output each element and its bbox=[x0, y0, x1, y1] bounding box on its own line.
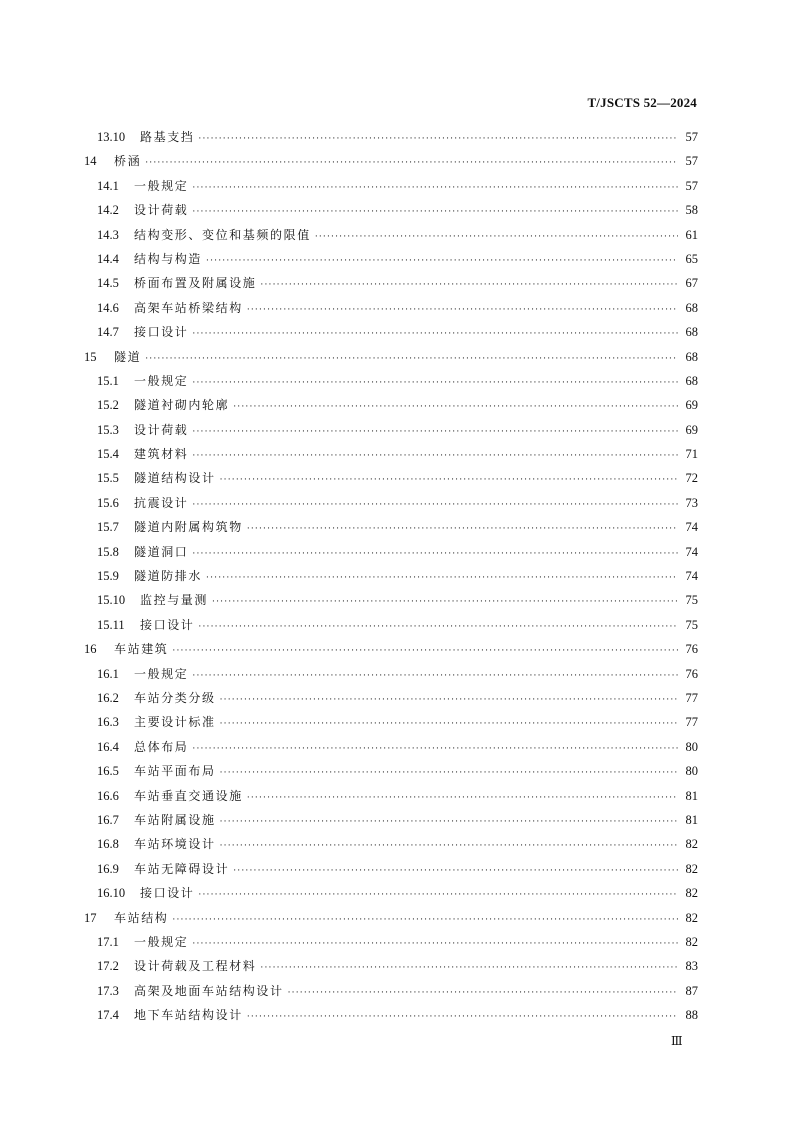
dot-leader bbox=[247, 794, 678, 803]
dot-leader bbox=[192, 379, 678, 388]
toc-entry-page: 57 bbox=[685, 130, 698, 144]
toc-entry[interactable] bbox=[84, 494, 698, 518]
toc-entry[interactable] bbox=[84, 323, 698, 347]
toc-entry-page: 74 bbox=[685, 520, 698, 535]
dot-leader bbox=[220, 720, 678, 729]
dot-leader bbox=[260, 964, 678, 973]
toc-entry[interactable] bbox=[84, 299, 698, 323]
toc-entry-number: 15.11 bbox=[97, 617, 125, 632]
toc-entry-page: 65 bbox=[685, 251, 698, 266]
toc-entry-title: 桥涵 bbox=[114, 154, 142, 169]
toc-entry-title: 建筑材料 bbox=[134, 447, 189, 462]
toc-entry-page: 76 bbox=[685, 666, 698, 681]
toc-entry-title: 车站无障碍设计 bbox=[134, 861, 230, 876]
toc-entry-number: 15.6 bbox=[97, 495, 119, 510]
toc-entry[interactable] bbox=[84, 982, 698, 1006]
toc-entry[interactable] bbox=[84, 128, 698, 152]
dot-leader bbox=[192, 550, 678, 559]
toc-entry-number: 15.8 bbox=[97, 544, 119, 559]
toc-entry[interactable] bbox=[84, 567, 698, 591]
toc-entry-title: 车站垂直交通设施 bbox=[134, 788, 243, 803]
toc-entry[interactable] bbox=[84, 884, 698, 908]
toc-entry-page: 67 bbox=[685, 276, 698, 291]
toc-entry-title: 隧道 bbox=[114, 349, 142, 364]
dot-leader bbox=[206, 257, 678, 266]
toc-entry-title: 车站平面布局 bbox=[134, 764, 216, 779]
toc-entry-number: 16.1 bbox=[97, 666, 119, 681]
toc-entry-number: 15.4 bbox=[97, 447, 119, 462]
toc-entry-number: 14.4 bbox=[97, 251, 119, 266]
toc-entry-page: 75 bbox=[685, 617, 698, 632]
toc-entry[interactable] bbox=[84, 762, 698, 786]
toc-entry-title: 接口设计 bbox=[140, 886, 195, 901]
dot-leader bbox=[233, 403, 678, 412]
toc-entry-page: 57 bbox=[685, 178, 698, 193]
toc-entry-page: 82 bbox=[685, 934, 698, 949]
dot-leader bbox=[145, 159, 678, 168]
page-number: Ⅲ bbox=[671, 1034, 683, 1048]
dot-leader bbox=[192, 672, 678, 681]
toc-entry[interactable] bbox=[84, 396, 698, 420]
toc-entry-title: 高架车站桥梁结构 bbox=[134, 300, 243, 315]
toc-entry[interactable] bbox=[84, 1006, 698, 1030]
toc-entry[interactable] bbox=[84, 372, 698, 396]
toc-entry[interactable] bbox=[84, 689, 698, 713]
toc-entry-title: 隧道洞口 bbox=[134, 544, 189, 559]
toc-entry-title: 接口设计 bbox=[140, 617, 195, 632]
toc-entry-title: 一般规定 bbox=[134, 178, 189, 193]
toc-entry-number: 15.1 bbox=[97, 373, 119, 388]
toc-entry-number: 17.4 bbox=[97, 1008, 119, 1023]
toc-entry-page: 76 bbox=[685, 642, 698, 657]
toc-entry-title: 地下车站结构设计 bbox=[134, 1008, 243, 1023]
toc-entry-number: 16.8 bbox=[97, 837, 119, 852]
dot-leader bbox=[198, 623, 678, 632]
toc-entry[interactable] bbox=[84, 616, 698, 640]
toc-entry[interactable] bbox=[84, 518, 698, 542]
toc-entry[interactable] bbox=[84, 738, 698, 762]
toc-entry-title: 车站建筑 bbox=[114, 642, 169, 657]
toc-entry-page: 71 bbox=[685, 447, 698, 462]
toc-entry-page: 82 bbox=[685, 861, 698, 876]
toc-entry-page: 83 bbox=[685, 959, 698, 974]
toc-entry-number: 14.3 bbox=[97, 227, 119, 242]
toc-entry-number: 16 bbox=[84, 642, 97, 657]
toc-entry-page: 87 bbox=[685, 983, 698, 998]
toc-entry-page: 68 bbox=[685, 349, 698, 364]
toc-entry-page: 72 bbox=[685, 471, 698, 486]
toc-entry-number: 16.10 bbox=[97, 886, 126, 901]
toc-entry-number: 14.5 bbox=[97, 276, 119, 291]
toc-entry-title: 设计荷载 bbox=[134, 422, 189, 437]
toc-entry[interactable] bbox=[84, 274, 698, 298]
toc-entry[interactable] bbox=[84, 665, 698, 689]
dot-leader bbox=[288, 989, 678, 998]
toc-entry-page: 82 bbox=[685, 886, 698, 901]
toc-entry-number: 17.3 bbox=[97, 983, 119, 998]
toc-entry-page: 80 bbox=[685, 764, 698, 779]
toc-entry-title: 高架及地面车站结构设计 bbox=[134, 983, 284, 998]
dot-leader bbox=[206, 574, 678, 583]
table-of-contents bbox=[84, 128, 698, 1030]
toc-entry[interactable] bbox=[84, 933, 698, 957]
toc-entry-page: 68 bbox=[685, 373, 698, 388]
toc-entry[interactable] bbox=[84, 445, 698, 469]
toc-entry-number: 16.7 bbox=[97, 812, 119, 827]
toc-entry[interactable] bbox=[84, 860, 698, 884]
toc-entry[interactable] bbox=[84, 348, 698, 372]
toc-entry-title: 总体布局 bbox=[134, 739, 189, 754]
toc-entry[interactable] bbox=[84, 909, 698, 933]
toc-entry-number: 13.10 bbox=[97, 130, 126, 144]
toc-entry[interactable] bbox=[84, 835, 698, 859]
dot-leader bbox=[192, 330, 678, 339]
toc-entry-page: 57 bbox=[685, 154, 698, 169]
toc-entry-page: 77 bbox=[685, 715, 698, 730]
toc-entry-title: 隧道内附属构筑物 bbox=[134, 520, 243, 535]
toc-entry[interactable] bbox=[84, 177, 698, 201]
toc-entry-page: 82 bbox=[685, 910, 698, 925]
toc-entry-title: 隧道防排水 bbox=[134, 569, 203, 584]
toc-entry-page: 61 bbox=[685, 227, 698, 242]
toc-entry-page: 74 bbox=[685, 544, 698, 559]
dot-leader bbox=[220, 842, 678, 851]
toc-entry-page: 88 bbox=[685, 1008, 698, 1023]
toc-entry-title: 监控与量测 bbox=[140, 593, 209, 608]
toc-entry[interactable] bbox=[84, 421, 698, 445]
toc-entry[interactable] bbox=[84, 152, 698, 176]
toc-entry[interactable] bbox=[84, 226, 698, 250]
toc-entry-title: 路基支挡 bbox=[140, 130, 195, 144]
dot-leader bbox=[192, 428, 678, 437]
toc-entry-title: 车站分类分级 bbox=[134, 690, 216, 705]
toc-entry[interactable] bbox=[84, 811, 698, 835]
toc-entry-page: 58 bbox=[685, 203, 698, 218]
toc-entry-number: 16.2 bbox=[97, 690, 119, 705]
toc-entry-number: 16.6 bbox=[97, 788, 119, 803]
toc-entry-title: 结构变形、变位和基频的限值 bbox=[134, 227, 311, 242]
dot-leader bbox=[260, 281, 678, 290]
toc-entry[interactable] bbox=[84, 469, 698, 493]
toc-entry-title: 一般规定 bbox=[134, 373, 189, 388]
dot-leader bbox=[212, 598, 678, 607]
toc-entry-page: 68 bbox=[685, 325, 698, 340]
dot-leader bbox=[247, 525, 678, 534]
dot-leader bbox=[192, 184, 678, 193]
dot-leader bbox=[220, 818, 678, 827]
toc-entry-title: 结构与构造 bbox=[134, 251, 203, 266]
toc-entry-number: 16.3 bbox=[97, 715, 119, 730]
toc-entry-title: 隧道衬砌内轮廓 bbox=[134, 398, 230, 413]
toc-entry[interactable] bbox=[84, 543, 698, 567]
dot-leader bbox=[233, 867, 678, 876]
toc-entry-number: 16.9 bbox=[97, 861, 119, 876]
toc-entry[interactable] bbox=[84, 591, 698, 615]
toc-entry-number: 15.2 bbox=[97, 398, 119, 413]
toc-entry-number: 14.2 bbox=[97, 203, 119, 218]
dot-leader bbox=[247, 1013, 678, 1022]
toc-entry-page: 69 bbox=[685, 398, 698, 413]
toc-entry-number: 16.4 bbox=[97, 739, 119, 754]
toc-entry-number: 17.2 bbox=[97, 959, 119, 974]
toc-entry-page: 74 bbox=[685, 569, 698, 584]
dot-leader bbox=[315, 233, 678, 242]
toc-entry[interactable] bbox=[84, 713, 698, 737]
toc-entry-number: 14.6 bbox=[97, 300, 119, 315]
toc-entry-title: 主要设计标准 bbox=[134, 715, 216, 730]
toc-entry-page: 68 bbox=[685, 300, 698, 315]
toc-entry[interactable] bbox=[84, 250, 698, 274]
toc-entry-title: 隧道结构设计 bbox=[134, 471, 216, 486]
dot-leader bbox=[220, 476, 678, 485]
toc-entry-page: 81 bbox=[685, 812, 698, 827]
toc-entry-number: 15.9 bbox=[97, 569, 119, 584]
dot-leader bbox=[192, 745, 678, 754]
toc-entry-title: 设计荷载 bbox=[134, 203, 189, 218]
toc-entry[interactable] bbox=[84, 787, 698, 811]
dot-leader bbox=[198, 135, 678, 144]
toc-entry-number: 14.1 bbox=[97, 178, 119, 193]
toc-entry-title: 车站附属设施 bbox=[134, 812, 216, 827]
dot-leader bbox=[172, 647, 678, 656]
toc-entry-title: 接口设计 bbox=[134, 325, 189, 340]
toc-entry-number: 15.3 bbox=[97, 422, 119, 437]
dot-leader bbox=[172, 916, 678, 925]
toc-entry-title: 一般规定 bbox=[134, 934, 189, 949]
dot-leader bbox=[198, 891, 678, 900]
toc-entry-title: 桥面布置及附属设施 bbox=[134, 276, 257, 291]
dot-leader bbox=[192, 940, 678, 949]
toc-entry-title: 车站环境设计 bbox=[134, 837, 216, 852]
toc-entry-page: 73 bbox=[685, 495, 698, 510]
toc-entry-title: 设计荷载及工程材料 bbox=[134, 959, 257, 974]
toc-entry-title: 抗震设计 bbox=[134, 495, 189, 510]
toc-entry-page: 75 bbox=[685, 593, 698, 608]
toc-entry-title: 车站结构 bbox=[114, 910, 169, 925]
dot-leader bbox=[192, 452, 678, 461]
toc-entry-number: 17 bbox=[84, 910, 97, 925]
toc-entry[interactable] bbox=[84, 640, 698, 664]
dot-leader bbox=[192, 208, 678, 217]
toc-entry-number: 15 bbox=[84, 349, 97, 364]
dot-leader bbox=[192, 501, 678, 510]
toc-entry-number: 17.1 bbox=[97, 934, 119, 949]
dot-leader bbox=[247, 306, 678, 315]
toc-entry-number: 14.7 bbox=[97, 325, 119, 340]
toc-entry-page: 77 bbox=[685, 690, 698, 705]
toc-entry-title: 一般规定 bbox=[134, 666, 189, 681]
dot-leader bbox=[220, 769, 678, 778]
toc-entry[interactable] bbox=[84, 201, 698, 225]
toc-entry-page: 82 bbox=[685, 837, 698, 852]
toc-entry-page: 81 bbox=[685, 788, 698, 803]
toc-entry-number: 15.7 bbox=[97, 520, 119, 535]
dot-leader bbox=[220, 696, 678, 705]
dot-leader bbox=[145, 355, 678, 364]
toc-entry[interactable] bbox=[84, 957, 698, 981]
document-code-header: T/JSCTS 52—2024 bbox=[587, 95, 697, 110]
toc-entry-number: 14 bbox=[84, 154, 97, 169]
toc-entry-page: 69 bbox=[685, 422, 698, 437]
toc-entry-page: 80 bbox=[685, 739, 698, 754]
toc-entry-number: 15.5 bbox=[97, 471, 119, 486]
toc-entry-number: 15.10 bbox=[97, 593, 126, 608]
toc-entry-number: 16.5 bbox=[97, 764, 119, 779]
